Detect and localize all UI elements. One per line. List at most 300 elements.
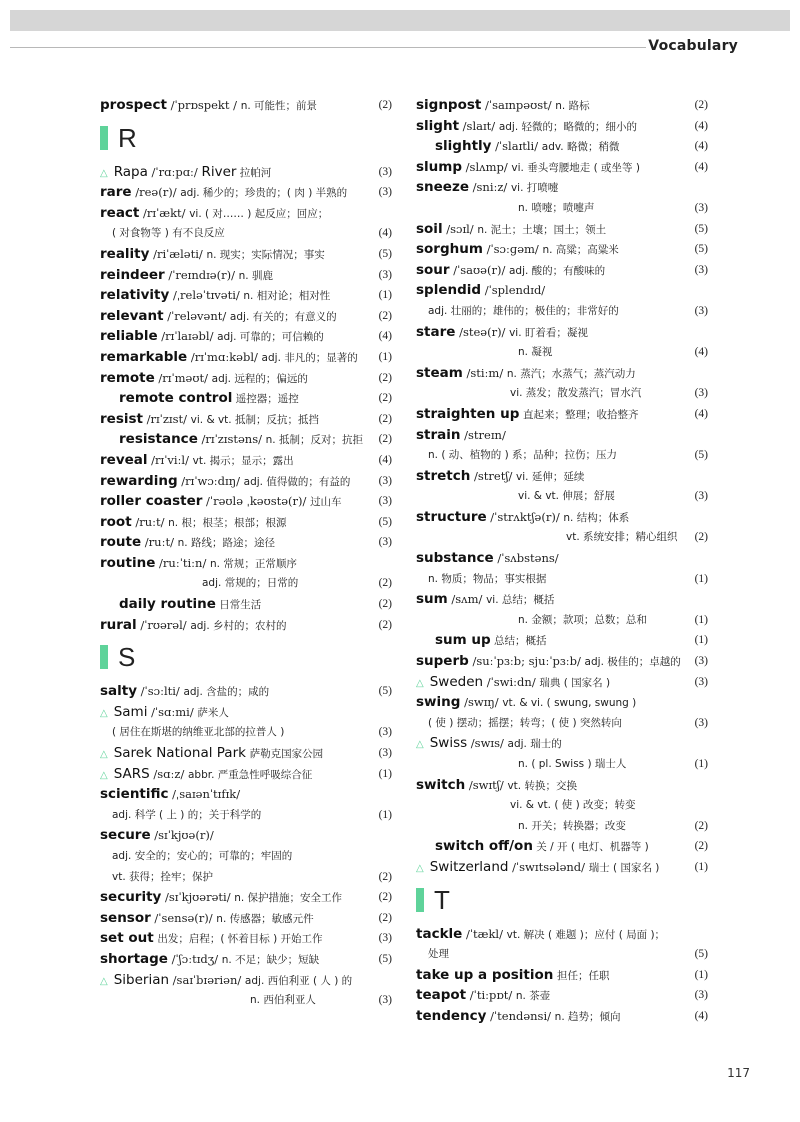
unit-number: (2) bbox=[378, 371, 392, 384]
definition-text: n. 抵制；反对；抗拒 bbox=[265, 434, 363, 447]
vocab-entry bbox=[100, 265, 392, 286]
pronunciation: /ˈreɪndɪə(r)/ bbox=[164, 267, 239, 282]
triangle-icon: △ bbox=[100, 749, 108, 761]
definition-text: n. 根；根茎；根部；根源 bbox=[168, 516, 287, 529]
definition-text: vi. 打喷嚏 bbox=[510, 182, 559, 195]
headword: rewarding bbox=[100, 472, 178, 489]
entry-continuation bbox=[416, 486, 708, 507]
unit-number: (4) bbox=[694, 407, 708, 420]
top-banner bbox=[10, 10, 790, 31]
unit-number: (3) bbox=[694, 263, 708, 276]
definition-text: vi. ( 对…… ) 起反应；回应； bbox=[189, 207, 329, 220]
unit-number: (3) bbox=[378, 747, 392, 760]
vocab-entry bbox=[416, 775, 708, 796]
headword: rare bbox=[100, 184, 132, 201]
sub-entry bbox=[100, 388, 392, 409]
unit-number: (3) bbox=[694, 304, 708, 317]
headword: salty bbox=[100, 683, 138, 700]
section-marker bbox=[416, 888, 424, 912]
headword: secure bbox=[100, 827, 151, 844]
definition-text: n. ( 动、植物的 ) 系；品种；拉伤；压力 bbox=[428, 449, 618, 462]
triangle-icon: △ bbox=[100, 769, 108, 781]
unit-number: (5) bbox=[694, 449, 708, 462]
headword: swing bbox=[416, 694, 461, 711]
headword: structure bbox=[416, 508, 487, 525]
headword: Sweden bbox=[429, 673, 484, 690]
vocab-entry bbox=[416, 116, 708, 137]
triangle-icon: △ bbox=[100, 975, 108, 987]
pronunciation: /riˈæləti/ bbox=[149, 246, 207, 261]
triangle-icon: △ bbox=[100, 707, 108, 719]
definition-text: 处理 bbox=[428, 948, 449, 961]
vocab-entry bbox=[100, 553, 392, 574]
triangle-icon: △ bbox=[416, 862, 424, 874]
pronunciation: /ˈswiːdn/ bbox=[483, 674, 540, 689]
entry-continuation bbox=[416, 527, 708, 548]
entry-continuation bbox=[416, 198, 708, 219]
unit-number: (4) bbox=[378, 227, 392, 240]
unit-number: (3) bbox=[694, 655, 708, 668]
vocab-entry bbox=[416, 363, 708, 384]
headword: teapot bbox=[416, 987, 467, 1004]
vocab-entry bbox=[100, 95, 392, 116]
unit-number: (1) bbox=[694, 860, 708, 873]
unit-number: (3) bbox=[378, 536, 392, 549]
unit-number: (2) bbox=[378, 433, 392, 446]
pronunciation: /stiːm/ bbox=[462, 365, 507, 380]
section-heading-s bbox=[100, 641, 392, 675]
unit-number: (2) bbox=[694, 840, 708, 853]
pronunciation: /sɪˈkjʊə(r)/ bbox=[150, 828, 214, 843]
unit-number: (3) bbox=[378, 474, 392, 487]
sub-entry bbox=[416, 630, 708, 651]
headword: remote control bbox=[119, 390, 233, 407]
entry-continuation bbox=[416, 713, 708, 734]
unit-number: (2) bbox=[378, 392, 392, 405]
definition-text: n. 金额；款项；总数；总和 bbox=[518, 613, 647, 626]
definition-text: 过山车 bbox=[310, 496, 342, 509]
headword: strain bbox=[416, 426, 461, 443]
headword: route bbox=[100, 534, 142, 551]
pronunciation: /rɪˈməʊt/ bbox=[154, 370, 212, 385]
vocab-entry bbox=[100, 615, 392, 636]
headword: Sami bbox=[113, 703, 148, 720]
left-column bbox=[100, 95, 392, 1011]
unit-number: (4) bbox=[694, 140, 708, 153]
pronunciation: /sɔɪl/ bbox=[442, 221, 478, 236]
headword: reindeer bbox=[100, 266, 165, 283]
unit-number: (1) bbox=[694, 758, 708, 770]
vocab-entry bbox=[416, 404, 708, 425]
unit-number: (3) bbox=[378, 495, 392, 508]
headword: Swiss bbox=[429, 735, 468, 752]
headword: scientific bbox=[100, 786, 169, 803]
definition-text: 总结；概括 bbox=[490, 635, 547, 648]
headword: sorghum bbox=[416, 241, 483, 258]
vocab-entry bbox=[416, 219, 708, 240]
pronunciation: /rɪˈzɪst/ bbox=[142, 411, 191, 426]
unit-number: (5) bbox=[378, 685, 392, 698]
definition-text: adj. 常规的；日常的 bbox=[202, 577, 299, 590]
headword: sum up bbox=[435, 632, 491, 649]
pronunciation: /ˈʃɔːtɪdʒ/ bbox=[167, 951, 222, 966]
definition-text: vi. & vt. 伸展；舒展 bbox=[518, 490, 615, 503]
unit-number: (3) bbox=[378, 994, 392, 1007]
definition-text: vt. & vi. ( swung, swung ) bbox=[502, 697, 637, 710]
unit-number: (1) bbox=[378, 767, 392, 780]
headword-part: River bbox=[201, 163, 237, 180]
definition-text: adj. 科学 ( 上 ) 的；关于科学的 bbox=[112, 808, 262, 821]
unit-number: (5) bbox=[694, 948, 708, 961]
headword: security bbox=[100, 889, 162, 906]
vocab-entry bbox=[416, 507, 708, 528]
vocab-entry bbox=[100, 784, 392, 805]
definition-text: n. 路标 bbox=[555, 100, 590, 112]
vocab-entry bbox=[100, 347, 392, 368]
section-heading-t bbox=[416, 884, 708, 918]
vocab-entry bbox=[416, 239, 708, 260]
vocab-entry bbox=[100, 908, 392, 929]
definition-text: adv. 略微；稍微 bbox=[541, 141, 620, 154]
vocab-entry bbox=[416, 857, 708, 878]
vocab-entry bbox=[416, 924, 708, 945]
headword: Rapa bbox=[113, 163, 148, 180]
vocab-entry bbox=[416, 95, 708, 116]
entry-continuation bbox=[416, 795, 708, 816]
definition-text: 出发；启程；( 怀着目标 ) 开始工作 bbox=[157, 933, 323, 946]
headword: switch bbox=[416, 776, 466, 793]
section-marker bbox=[100, 126, 108, 150]
unit-number: (3) bbox=[378, 932, 392, 945]
headword: routine bbox=[100, 554, 156, 571]
unit-number: (1) bbox=[378, 808, 392, 821]
pronunciation: /sɑːz/ bbox=[149, 766, 188, 781]
section-letter: T bbox=[434, 884, 450, 915]
headword: tackle bbox=[416, 925, 463, 942]
unit-number: (2) bbox=[694, 531, 708, 544]
pronunciation: /stretʃ/ bbox=[470, 468, 517, 483]
definition-text: vi. 蒸发；散发蒸汽；冒水汽 bbox=[510, 387, 642, 400]
definition-text: n. 驯鹿 bbox=[238, 269, 273, 282]
definition-text: adj. 极佳的；卓越的 bbox=[584, 656, 681, 669]
sub-entry bbox=[416, 836, 708, 857]
headword: Sarek National Park bbox=[113, 745, 246, 762]
definition-text: n. 物质；物品；事实根据 bbox=[428, 572, 547, 585]
pronunciation: /rɪˈækt/ bbox=[139, 205, 190, 220]
headword: roller coaster bbox=[100, 493, 203, 510]
headword: react bbox=[100, 204, 140, 221]
vocab-entry bbox=[100, 285, 392, 306]
pronunciation: /ˈslaɪtli/ bbox=[491, 139, 542, 154]
headword: substance bbox=[416, 550, 494, 567]
headword: steam bbox=[416, 364, 463, 381]
vocab-entry bbox=[416, 965, 708, 986]
unit-number: (2) bbox=[378, 577, 392, 590]
definition-text: n. 常规；正常顺序 bbox=[210, 557, 297, 570]
definition-text: vi. 垂头弯腰地走 ( 或坐等 ) bbox=[511, 161, 640, 174]
definition-text: vt. 转换；交换 bbox=[507, 779, 577, 792]
definition-text: n. 不足；缺少；短缺 bbox=[221, 953, 320, 966]
definition-text: adj. 安全的；安心的；可靠的；牢固的 bbox=[112, 850, 293, 862]
unit-number: (1) bbox=[694, 613, 708, 626]
pronunciation: /steə(r)/ bbox=[455, 324, 510, 339]
definition-text: n. 开关；转换器；改变 bbox=[518, 819, 626, 832]
vocab-entry bbox=[416, 260, 708, 281]
pronunciation: /ˈtendənsi/ bbox=[486, 1008, 555, 1023]
vocab-entry bbox=[100, 182, 392, 203]
section-letter: S bbox=[118, 642, 136, 673]
unit-number: (5) bbox=[378, 247, 392, 260]
vocab-entry bbox=[100, 326, 392, 347]
definition-text: adj. 壮丽的；雄伟的；极佳的；非常好的 bbox=[428, 304, 619, 317]
definition-text: n. 凝视 bbox=[518, 346, 553, 359]
headword: shortage bbox=[100, 950, 168, 967]
vocab-entry bbox=[416, 1006, 708, 1027]
vocab-entry bbox=[100, 681, 392, 702]
section-marker bbox=[100, 645, 108, 669]
vocab-entry bbox=[100, 825, 392, 846]
vocab-entry bbox=[100, 491, 392, 512]
triangle-icon: △ bbox=[416, 739, 424, 751]
vocab-entry bbox=[416, 157, 708, 178]
headword: resist bbox=[100, 410, 143, 427]
pronunciation: /rɪˈmɑːkəbl/ bbox=[187, 349, 262, 364]
entry-continuation bbox=[100, 846, 392, 867]
pronunciation: /sɪˈkjʊərəti/ bbox=[161, 890, 235, 905]
unit-number: (2) bbox=[378, 412, 392, 425]
vocab-entry bbox=[100, 368, 392, 389]
definition-text: n. ( pl. Swiss ) 瑞士人 bbox=[518, 758, 627, 770]
definition-text: 瑞士 ( 国家名 ) bbox=[588, 861, 660, 874]
definition-text: adj. 可靠的；可信赖的 bbox=[217, 331, 324, 344]
unit-number: (3) bbox=[694, 716, 708, 729]
unit-number: (4) bbox=[694, 119, 708, 132]
pronunciation: /ˈrʊərəl/ bbox=[136, 617, 191, 632]
pronunciation: /ruːˈtiːn/ bbox=[155, 555, 210, 570]
unit-number: (1) bbox=[694, 572, 708, 585]
headword: root bbox=[100, 513, 132, 530]
pronunciation: /ruːt/ bbox=[141, 535, 178, 550]
vocab-entry bbox=[416, 280, 708, 301]
definition-text: 萨米人 bbox=[197, 706, 229, 719]
pronunciation: /ˈsɔːɡəm/ bbox=[482, 242, 543, 257]
headword: resistance bbox=[119, 431, 198, 448]
vocab-entry bbox=[100, 887, 392, 908]
entry-continuation bbox=[416, 754, 708, 775]
pronunciation: /ˈsaɪnpəʊst/ bbox=[481, 98, 556, 112]
unit-number: (2) bbox=[378, 891, 392, 904]
definition-text: adj. 西伯利亚 ( 人 ) 的 bbox=[244, 974, 353, 987]
unit-number: (5) bbox=[694, 222, 708, 235]
pronunciation: /ˈsplendɪd/ bbox=[481, 283, 546, 298]
pronunciation: /swɪs/ bbox=[467, 736, 508, 751]
headword: stretch bbox=[416, 467, 471, 484]
unit-number: (3) bbox=[694, 989, 708, 1002]
vocab-entry bbox=[416, 589, 708, 610]
vocab-entry bbox=[100, 244, 392, 265]
headword: sum bbox=[416, 591, 448, 608]
header-rule bbox=[10, 47, 646, 48]
headword: SARS bbox=[113, 765, 150, 782]
unit-number: (3) bbox=[378, 165, 392, 178]
vocab-entry bbox=[100, 409, 392, 430]
headword: sensor bbox=[100, 909, 151, 926]
vocab-entry bbox=[100, 702, 392, 723]
entry-continuation bbox=[416, 383, 708, 404]
vocab-entry bbox=[100, 306, 392, 327]
headword: remote bbox=[100, 369, 155, 386]
definition-text: 瑞典 ( 国家名 ) bbox=[539, 676, 611, 689]
definition-text: adj. 轻微的；略微的；细小的 bbox=[498, 120, 638, 133]
entry-continuation bbox=[100, 722, 392, 743]
vocab-entry bbox=[100, 970, 392, 991]
pronunciation: /ˈrɑːpɑː/ bbox=[147, 164, 202, 179]
vocab-entry bbox=[416, 733, 708, 754]
unit-number: (1) bbox=[694, 968, 708, 981]
headword: sour bbox=[416, 261, 450, 278]
unit-number: (4) bbox=[378, 330, 392, 343]
definition-text: n. 西伯利亚人 bbox=[250, 994, 316, 1007]
headword: slump bbox=[416, 158, 463, 175]
pronunciation: /ˈtiːpɒt/ bbox=[466, 988, 516, 1003]
definition-text: ( 居住在斯堪的纳维亚北部的拉普人 ) bbox=[112, 726, 285, 739]
unit-number: (2) bbox=[378, 618, 392, 631]
vocab-entry bbox=[416, 466, 708, 487]
page-header-title: Vocabulary bbox=[648, 38, 738, 54]
pronunciation: /ˈsɔːlti/ bbox=[137, 684, 184, 699]
headword: remarkable bbox=[100, 348, 188, 365]
unit-number: (3) bbox=[378, 268, 392, 281]
unit-number: (5) bbox=[378, 515, 392, 528]
unit-number: (1) bbox=[378, 350, 392, 363]
unit-number: (3) bbox=[694, 387, 708, 400]
unit-number: (3) bbox=[694, 490, 708, 503]
definition-text: ( 对食物等 ) 有不良反应 bbox=[112, 227, 225, 240]
pronunciation: /ˈstrʌktʃə(r)/ bbox=[486, 509, 564, 524]
pronunciation: /ˌsaɪənˈtɪfɪk/ bbox=[168, 787, 241, 802]
definition-text: n. 喷嚏；喷嚏声 bbox=[518, 201, 595, 214]
vocab-entry bbox=[416, 651, 708, 672]
triangle-icon: △ bbox=[100, 167, 108, 179]
pronunciation: /ˈprɒspekt / bbox=[166, 98, 241, 112]
pronunciation: /suːˈpɜːb; sjuːˈpɜːb/ bbox=[468, 654, 585, 669]
pronunciation: /ˈswɪtsələnd/ bbox=[508, 859, 589, 874]
headword: reality bbox=[100, 245, 150, 262]
definition-text: vi. & vt. 抵制；反抗；抵挡 bbox=[190, 413, 319, 426]
unit-number: (1) bbox=[694, 634, 708, 647]
pronunciation: /rɪˈwɔːdɪŋ/ bbox=[177, 473, 244, 488]
entry-continuation bbox=[100, 223, 392, 244]
unit-number: (4) bbox=[694, 160, 708, 173]
headword: superb bbox=[416, 653, 469, 670]
headword: soil bbox=[416, 220, 443, 237]
entry-continuation bbox=[416, 944, 708, 965]
headword: sneeze bbox=[416, 179, 469, 196]
triangle-icon: △ bbox=[416, 677, 424, 689]
vocab-entry bbox=[100, 203, 392, 224]
definition-text: n. 结构；体系 bbox=[563, 511, 630, 524]
vocab-entry bbox=[416, 672, 708, 693]
pronunciation: /ˈtækl/ bbox=[462, 926, 507, 941]
unit-number: (3) bbox=[694, 201, 708, 214]
headword: straighten up bbox=[416, 405, 520, 422]
definition-text: 拉帕河 bbox=[236, 166, 272, 179]
pronunciation: /reə(r)/ bbox=[131, 185, 181, 200]
definition-text: vt. 系统安排；精心组织 bbox=[566, 531, 678, 544]
headword: signpost bbox=[416, 97, 482, 113]
unit-number: (4) bbox=[694, 1009, 708, 1022]
definition-text: abbr. 严重急性呼吸综合征 bbox=[187, 768, 313, 781]
headword: switch off/on bbox=[435, 838, 533, 855]
unit-number: (4) bbox=[694, 346, 708, 359]
entry-continuation bbox=[100, 573, 392, 594]
headword: slightly bbox=[435, 138, 492, 155]
entry-continuation bbox=[100, 867, 392, 888]
unit-number: (1) bbox=[378, 289, 392, 302]
pronunciation: /sʌm/ bbox=[447, 592, 487, 607]
entry-continuation bbox=[416, 610, 708, 631]
pronunciation: /rɪˈlaɪəbl/ bbox=[157, 329, 218, 344]
headword: prospect bbox=[100, 97, 167, 113]
pronunciation: /swɪtʃ/ bbox=[465, 777, 508, 792]
vocab-entry bbox=[416, 425, 708, 446]
definition-text: 遥控器；遥控 bbox=[232, 393, 299, 406]
definition-text: n. 相对论；相对性 bbox=[243, 290, 331, 303]
pronunciation: /ˈreləvənt/ bbox=[163, 308, 230, 323]
headword: set out bbox=[100, 930, 154, 947]
definition-text: n. 茶壶 bbox=[515, 990, 551, 1003]
unit-number: (2) bbox=[694, 819, 708, 832]
definition-text: 担任；任职 bbox=[557, 969, 610, 982]
unit-number: (5) bbox=[378, 952, 392, 965]
pronunciation: /swɪŋ/ bbox=[460, 695, 503, 710]
pronunciation: /slʌmp/ bbox=[462, 159, 512, 174]
pronunciation: /ruːt/ bbox=[131, 514, 169, 529]
definition-text: n. 可能性；前景 bbox=[240, 100, 318, 112]
sub-entry bbox=[100, 429, 392, 450]
pronunciation: /ˈsaʊə(r)/ bbox=[449, 262, 509, 277]
definition-text: vt. 揭示；显示；露出 bbox=[192, 454, 294, 467]
unit-number: (2) bbox=[378, 911, 392, 924]
definition-text: n. 蒸汽；水蒸气；蒸汽动力 bbox=[506, 367, 636, 380]
definition-text: adj. 有关的；有意义的 bbox=[229, 310, 337, 323]
headword: rural bbox=[100, 616, 137, 633]
pronunciation: /ˈsɑːmi/ bbox=[147, 704, 198, 719]
pronunciation: /sniːz/ bbox=[468, 180, 511, 195]
vocab-entry bbox=[416, 322, 708, 343]
unit-number: (2) bbox=[378, 309, 392, 322]
entry-continuation bbox=[416, 816, 708, 837]
definition-text: adj. 含盐的；咸的 bbox=[183, 686, 270, 699]
vocab-entry bbox=[416, 177, 708, 198]
definition-text: ( 使 ) 摆动；摇摆；转弯；( 使 ) 突然转向 bbox=[428, 716, 622, 729]
pronunciation: /ˈsensə(r)/ bbox=[150, 910, 217, 925]
vocab-entry bbox=[100, 764, 392, 785]
headword: tendency bbox=[416, 1007, 487, 1024]
definition-text: 直起来；整理；收拾整齐 bbox=[523, 408, 639, 421]
definition-text: n. 路线；路途；途径 bbox=[177, 537, 275, 550]
pronunciation: /rɪˈzɪstəns/ bbox=[197, 432, 266, 447]
entry-continuation bbox=[416, 445, 708, 466]
headword: splendid bbox=[416, 282, 482, 299]
unit-number: (5) bbox=[694, 243, 708, 256]
headword: reliable bbox=[100, 328, 158, 345]
definition-text: vi. 总结；概括 bbox=[486, 594, 555, 607]
headword: daily routine bbox=[119, 596, 216, 613]
sub-entry bbox=[100, 594, 392, 615]
pronunciation: /slaɪt/ bbox=[459, 118, 499, 133]
section-letter: R bbox=[118, 122, 137, 153]
